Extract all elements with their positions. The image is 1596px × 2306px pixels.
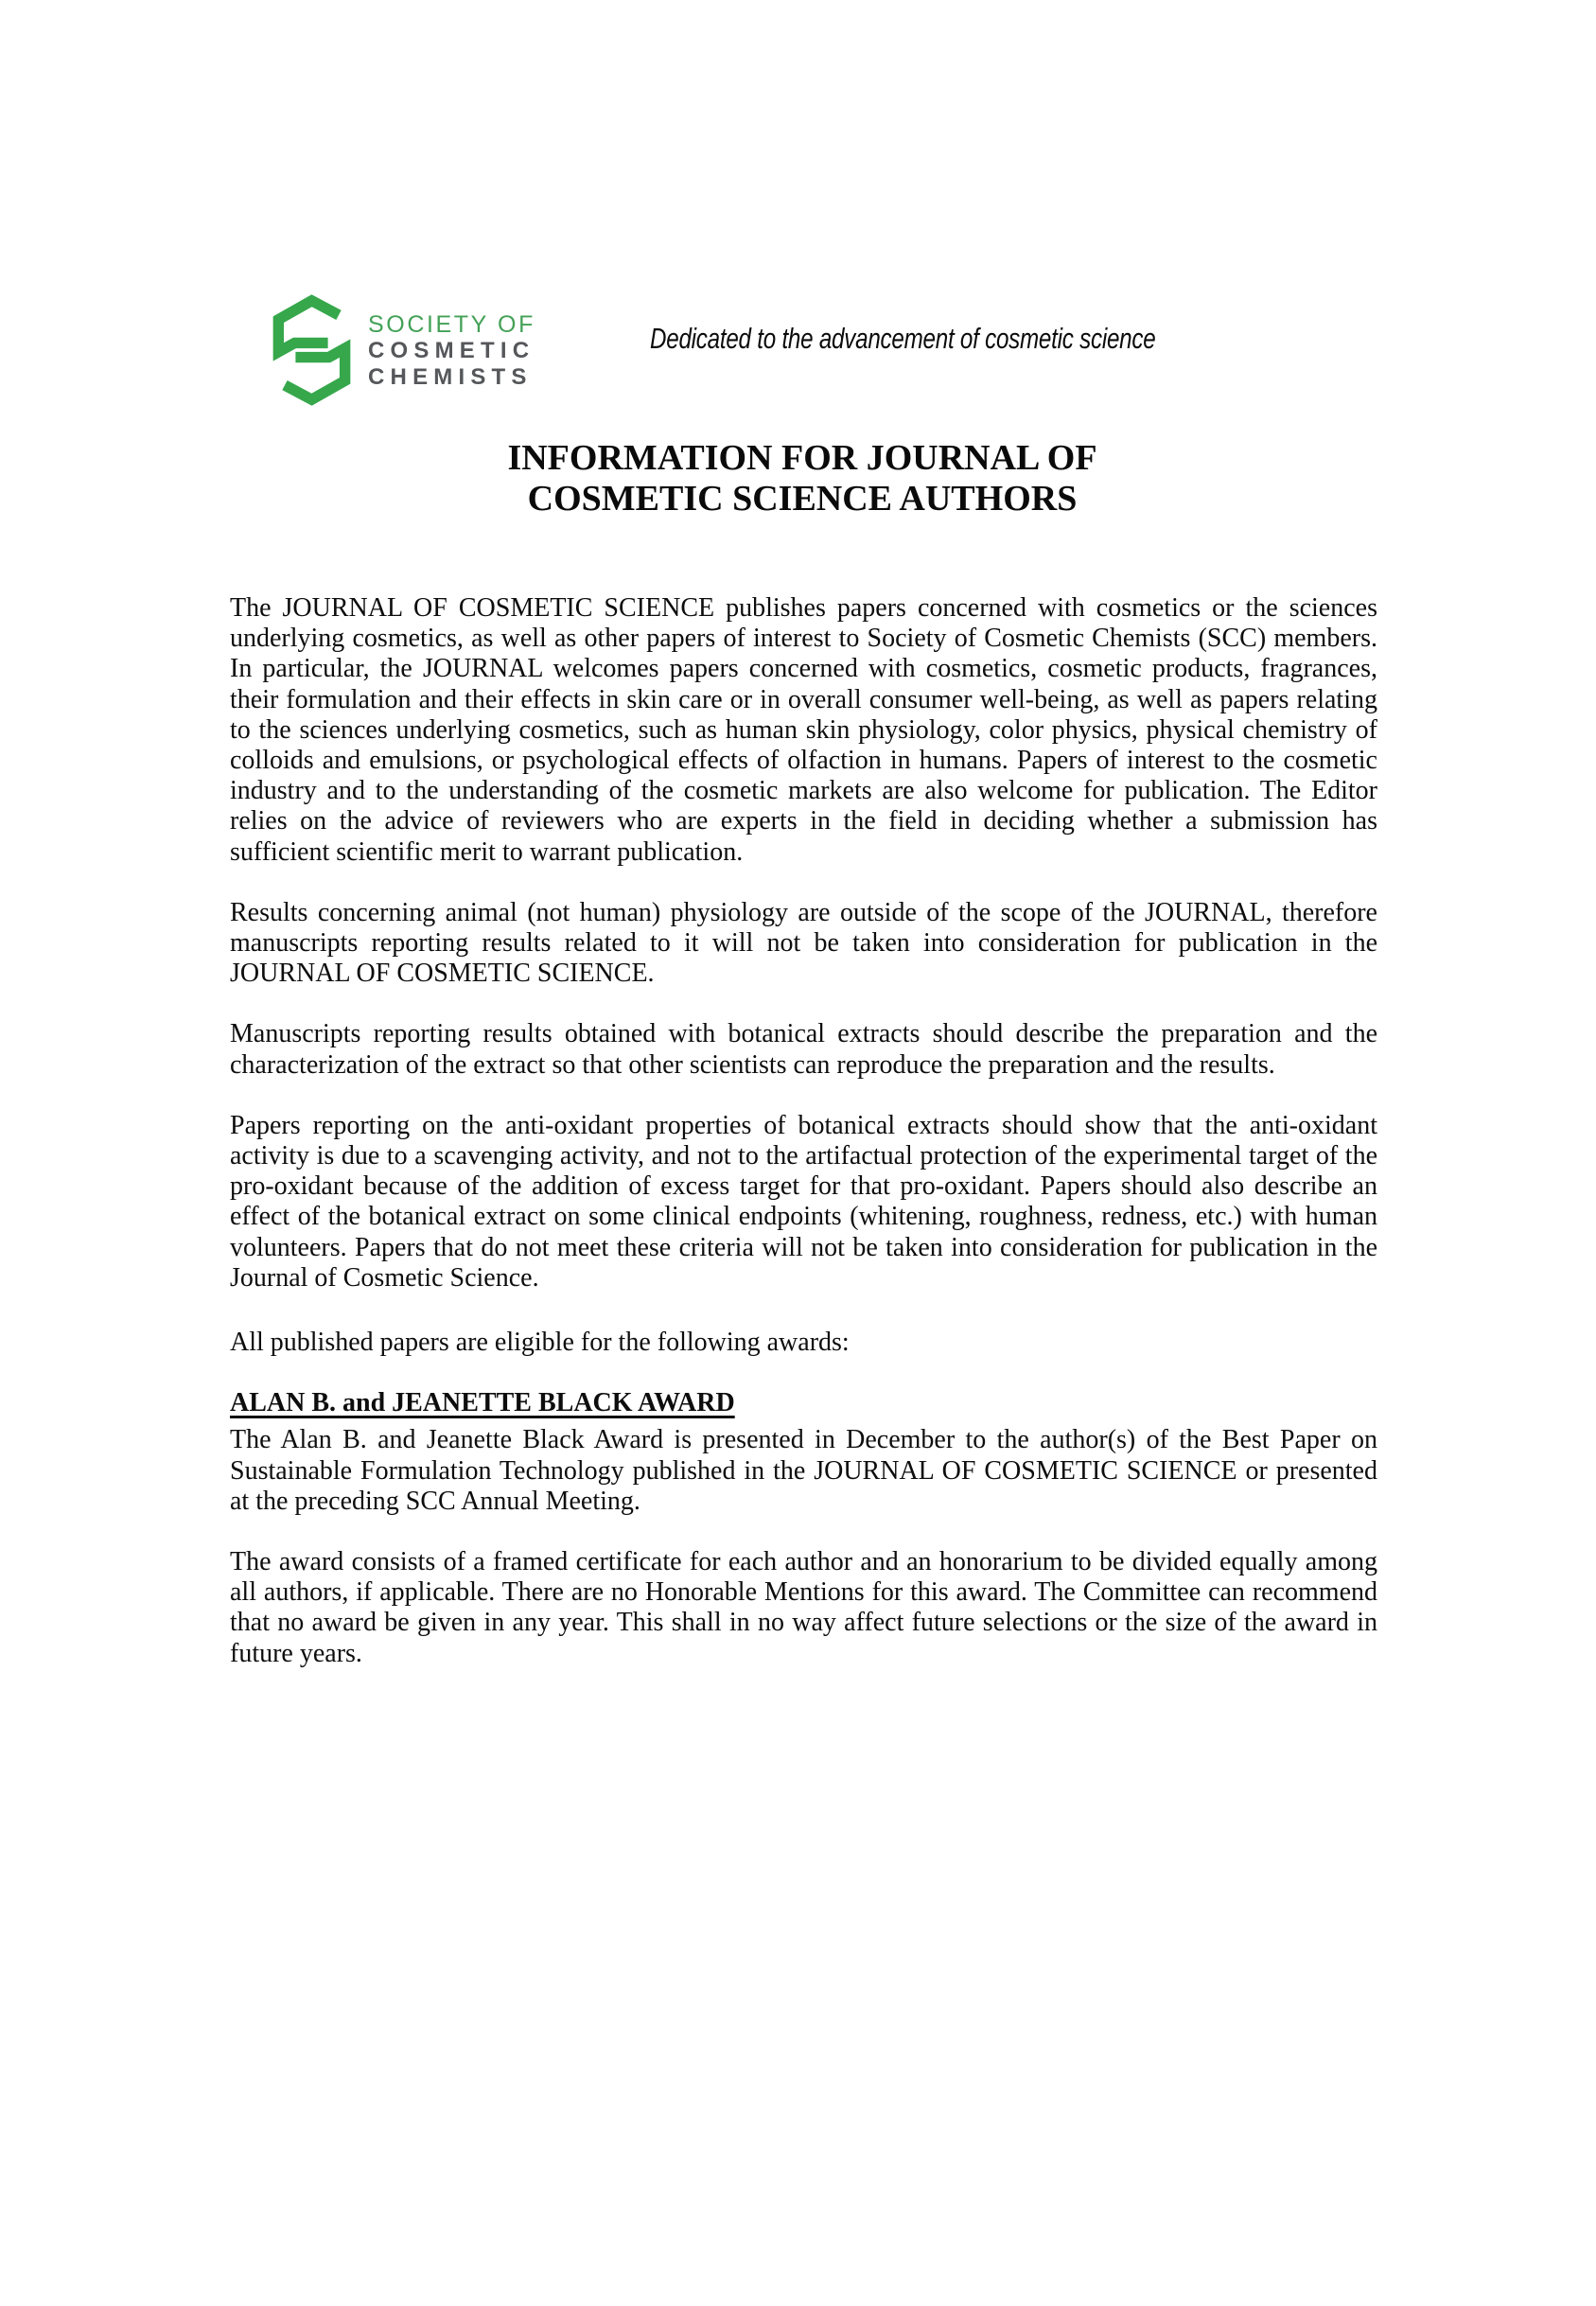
paragraph-award-description: The Alan B. and Jeanette Black Award is presented in December to the author(s) of the Best Paper on Sustainable Formulation Technology published in the JOURNAL OF COSMETIC SCIENCE or presented at the preceding SCC Annual Meeting.: [230, 1425, 1377, 1516]
page-title-line1: INFORMATION FOR JOURNAL OF: [507, 438, 1097, 478]
awards-intro: All published papers are eligible for the following awards:: [230, 1328, 850, 1358]
paragraph-award-details: The award consists of a framed certificate for each author and an honorarium to be divided equally among all authors, if applicable. There are no Honorable Mentions for this award. The Committee can recommend that no award be given in any year. This shall in no way affect future selections or the size of the award in future years.: [230, 1547, 1377, 1668]
scc-logo-wordmark: [368, 312, 535, 390]
logo-cosmetic: COSMETIC: [368, 338, 535, 363]
page-title: [229, 438, 1376, 519]
paragraph-journal-scope: The JOURNAL OF COSMETIC SCIENCE publishes papers concerned with cosmetics or the sciences underlying cosmetics, as well as other papers of interest to Society of Cosmetic Chemists (SCC) members. In particular, the JOURNAL welcomes papers concerned with cosmetics, cosmetic products, fragrances, their formulation and their effects in skin care or in overall consumer well-being, as well as papers relating to the sciences underlying cosmetics, such as human skin physiology, color physics, physical chemistry of colloids and emulsions, or psychological effects of olfaction in humans. Papers of interest to the cosmetic industry and to the understanding of the cosmetic markets are also welcome for publication. The Editor relies on the advice of reviewers who are experts in the field in deciding whether a submission has sufficient scientific merit to warrant publication.: [230, 593, 1377, 867]
logo-chemists: CHEMISTS: [368, 363, 533, 390]
tagline: Dedicated to the advancement of cosmetic science: [650, 322, 1156, 355]
paragraph-animal-physiology: Results concerning animal (not human) physiology are outside of the scope of the JOURNAL, therefore manuscripts reporting results related to it will not be taken into consideration for publication in the JOURNAL OF COSMETIC SCIENCE.: [230, 897, 1377, 989]
paragraph-antioxidant-criteria: Papers reporting on the anti-oxidant properties of botanical extracts should show that the anti-oxidant activity is due to a scavenging activity, and not to the artifactual protection of the experimental target of the pro-oxidant because of the addition of excess target for that pro-oxidant. Papers should also describe an effect of the botanical extract on some clinical endpoints (whitening, roughness, redness, etc.) with human volunteers. Papers that do not meet these criteria will not be taken into consideration for publication in the Journal of Cosmetic Science.: [230, 1110, 1377, 1293]
page-title-line2: COSMETIC SCIENCE AUTHORS: [527, 479, 1078, 519]
paragraph-botanical-extracts: Manuscripts reporting results obtained with botanical extracts should describe the preparation and the characterization of the extract so that other scientists can reproduce the preparation and the results.: [230, 1019, 1377, 1080]
award-heading: ALAN B. and JEANETTE BLACK AWARD: [230, 1388, 735, 1418]
document-body: [230, 593, 1377, 1699]
scc-hexagon-logo-icon: [267, 294, 357, 406]
logo-society-of: SOCIETY OF: [368, 311, 535, 338]
